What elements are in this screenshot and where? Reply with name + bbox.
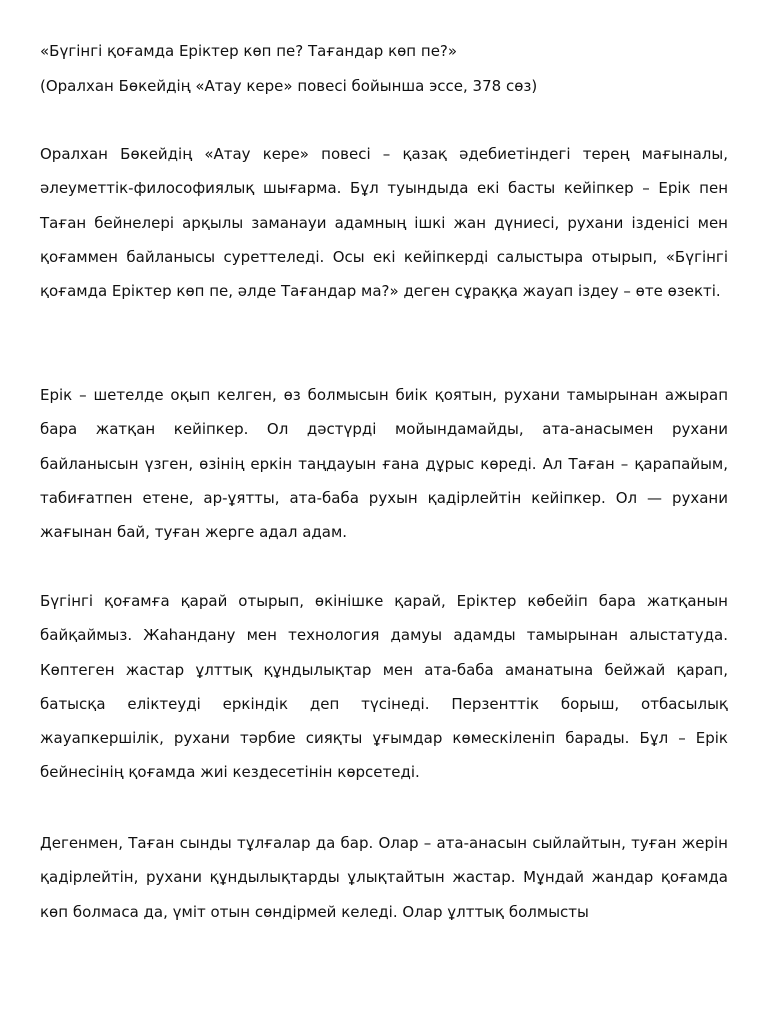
essay-subtitle: (Оралхан Бөкейдің «Атау кере» повесі бойынша эссе, 378 сөз) <box>40 77 538 95</box>
essay-title: «Бүгінгі қоғамда Еріктер көп пе? Тағандар көп пе?» <box>40 42 458 60</box>
paragraph-4: Дегенмен, Таған сынды тұлғалар да бар. Олар – ата-анасын сыйлайтын, туған жерін қадірлейтін, рухани құндылықтарды ұлықтайтын жастар. Мұндай жандар қоғамда көп болмаса да, үміт отын сөндірмей келеді. Олар ұлттық болмысты <box>40 834 728 921</box>
paragraph-2: Ерік – шетелде оқып келген, өз болмысын биік қоятын, рухани тамырынан ажырап бара жатқан кейіпкер. Ол дәстүрді мойындамайды, ата-анасымен рухани байланысын үзген, өзінің еркін таңдауын ғана дұрыс көреді. Ал Таған – қарапайым, табиғатпен етене, ар-ұятты, ата-баба рухын қадірлейтін кейіпкер. Ол — рухани жағынан бай, туған жерге адал адам. <box>40 386 728 542</box>
paragraph-3: Бүгінгі қоғамға қарай отырып, өкінішке қарай, Еріктер көбейіп бара жатқанын байқаймыз. Жаһандану мен технология дамуы адамды тамырынан алыстатуда. Көптеген жастар ұлттық құндылықтар мен ата-баба аманатына бейжай қарап, батысқа еліктеуді еркіндік деп түсінеді. Перзенттік борыш, отбасылық жауапкершілік, рухани тәрбие сияқты ұғымдар көмескіленіп барады. Бұл – Ерік бейнесінің қоғамда жиі кездесетінін көрсетеді. <box>40 592 728 782</box>
paragraph-1: Оралхан Бөкейдің «Атау кере» повесі – қазақ әдебиетіндегі терең мағыналы, әлеуметтік-философиялық шығарма. Бұл туындыда екі басты кейіпкер – Ерік пен Таған бейнелері арқылы заманауи адамның ішкі жан дүниесі, рухани ізденісі мен қоғаммен байланысы суреттеледі. Осы екі кейіпкерді салыстыра отырып, «Бүгінгі қоғамда Еріктер көп пе, әлде Тағандар ма?» деген сұраққа жауап іздеу – өте өзекті. <box>40 145 728 301</box>
